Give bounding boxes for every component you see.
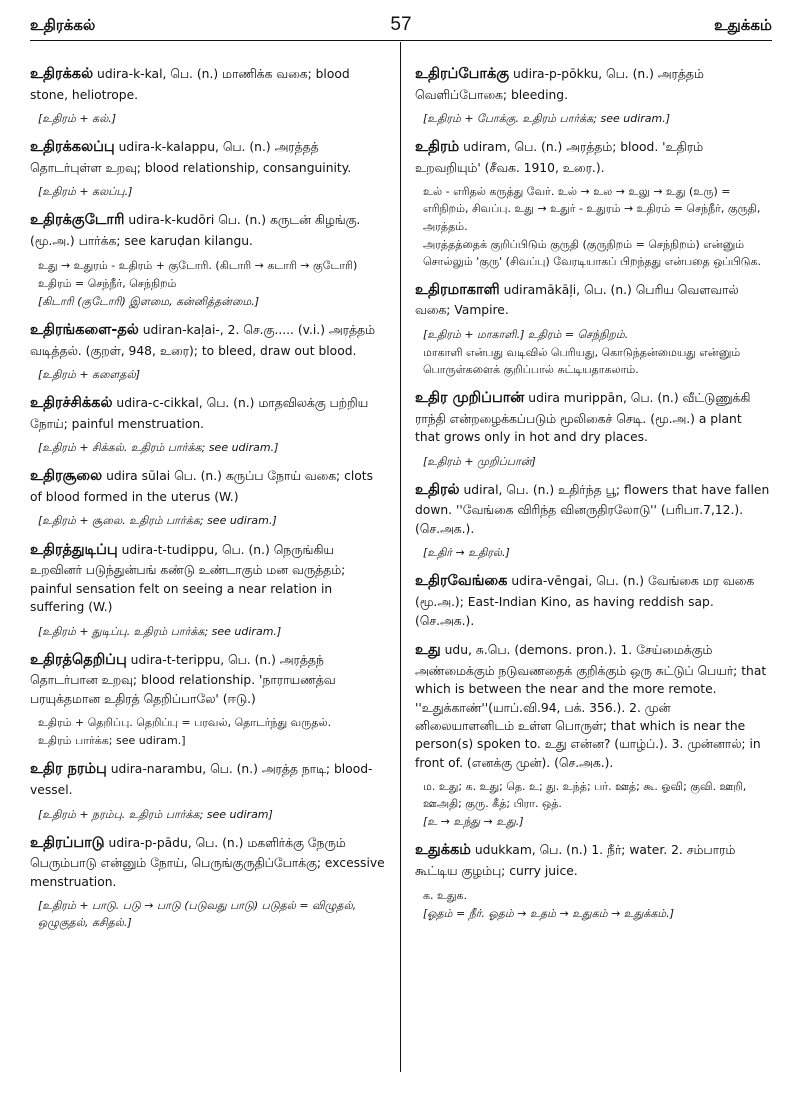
- headword: உதிரச்சிக்கல்: [30, 395, 113, 412]
- entry: [415, 640, 770, 831]
- etymology-line: [உ → உந்து → உது.]: [423, 815, 524, 829]
- etymology: [38, 366, 385, 383]
- entry: [30, 540, 385, 640]
- entry: [30, 759, 385, 822]
- etymology: [38, 806, 385, 823]
- entry-body: udira-p-pōkku, பெ. (n.) அரத்தம் வெளிப்போகை; bleeding.: [415, 67, 704, 102]
- headword: உதிரல்: [415, 481, 460, 498]
- entry: [30, 137, 385, 200]
- entry-body: udira murippān, பெ. (n.) வீட்டுணுக்கி ராந்தி என்றழைக்கப்படும் மூலிகைச் செடி. (மூ.அ.) a plant that grows only in hot and dry places.: [415, 390, 751, 445]
- entry-body: udira-k-kudōri பெ. (n.) கருடன் கிழங்கு. (மூ.அ.) பார்க்க; see karuḍan kilangu.: [30, 213, 361, 249]
- entry: [415, 480, 770, 562]
- entry-body: udira-k-kal, பெ. (n.) மாணிக்க வகை; blood stone, heliotrope.: [30, 67, 350, 102]
- entry-body: udira-k-kalappu, பெ. (n.) அரத்தத் தொடர்புள்ள உறவு; blood relationship, consanguinity.: [30, 140, 352, 175]
- etymology-line: [கிடாரி (குடோரி) இளமை, கன்னித்தன்மை.]: [38, 294, 260, 308]
- entry: [415, 137, 770, 269]
- entry: [415, 64, 770, 127]
- etymology-line: உதிரம் + தெறிப்பு. தெறிப்பு = பரவல், தொடர்ந்து வருதல்.: [38, 716, 332, 730]
- etymology: [38, 623, 385, 640]
- entry-body: udira-p-pādu, பெ. (n.) மகளிர்க்கு நேரும் பெரும்பாடு என்னும் நோய், பெருங்குருதிப்போக்கு; excessive menstruation.: [30, 835, 385, 889]
- entry-body: udiramākāļi, பெ. (n.) பெரிய வௌவால் வகை; Vampire.: [415, 282, 739, 318]
- entry-body: udu, சு.பெ. (demons. pron.). 1. சேய்மைக்கும் அண்மைக்கும் நடுவணதைக் குறிக்கும் ஒரு சுட்டுப் பெயர்; that which is between the near and the more remote. ''உதுக்காண்''(யாப்.வி.94, பக். 356.). 2. முன் னிலையாளனிடம் உள்ள பொருள்; that which is near the person(s) spoken to. உது என்ன? (யாழ்ப்.). 3. முன்னால்; in front of. (எனக்கு முன்). (செ.அக.).: [415, 642, 767, 770]
- headword: உதிரமாகாளி: [415, 281, 500, 298]
- left-guide-word: உதிரக்கல்: [30, 16, 96, 34]
- etymology-line: மாகாளி என்பது வடிவில் பெரியது, கொடுந்தன்மையது என்னும் பொருள்களைக் குறிப்பால் சுட்டியதாகலாம்.: [423, 345, 741, 376]
- entry: [30, 393, 385, 456]
- entry: [30, 210, 385, 309]
- etymology: [423, 453, 770, 470]
- headword: உது: [415, 641, 441, 658]
- headword: உதிர நரம்பு: [30, 761, 107, 778]
- etymology-line: உதிரம் = செந்நீர், செந்நிறம்: [38, 276, 177, 290]
- entry-body: udira-vēngai, பெ. (n.) வேங்கை மர வகை (மூ.அ.); East-Indian Kino, as having reddish sap. (செ.அக.).: [415, 574, 755, 628]
- etymology-line: [உதிரம் + நரம்பு. உதிரம் பார்க்க; see udiram]: [38, 807, 273, 821]
- headword: உதுக்கம்: [415, 842, 471, 859]
- entry: [30, 650, 385, 750]
- etymology: [38, 257, 385, 310]
- column-divider: [400, 42, 401, 1072]
- entry: [415, 280, 770, 378]
- right-guide-word: உதுக்கம்: [714, 16, 772, 34]
- header-rule: [30, 40, 772, 41]
- entry: [415, 571, 770, 630]
- entry: [415, 388, 770, 470]
- etymology: [38, 110, 385, 127]
- etymology: [38, 897, 385, 931]
- entry: [30, 320, 385, 383]
- etymology: [423, 778, 770, 830]
- headword: உதிரக்கல்: [30, 66, 94, 82]
- page-header: [30, 14, 772, 42]
- entry-body: udukkam, பெ. (n.) 1. நீர்; water. 2. சம்பாரம் கூட்டிய குழம்பு; curry juice.: [415, 843, 736, 879]
- entry-body: udira-narambu, பெ. (n.) அரத்த நாடி; blood-vessel.: [30, 762, 373, 798]
- left-column: [30, 64, 385, 941]
- etymology-line: உதிரம் பார்க்க; see udiram.]: [38, 734, 186, 748]
- etymology-line: [உதிரம் + மாகாளி.] உதிரம் = செந்நிறம்.: [423, 327, 629, 341]
- entry: [415, 840, 770, 921]
- entry-body: udiram, பெ. (n.) அரத்தம்; blood. 'உதிரம் உறவறியும்' (சீவக. 1910, உரை.).: [415, 140, 703, 175]
- entry-body: udira-t-terippu, பெ. (n.) அரத்தந் தொடர்பான உறவு; blood relationship. 'நாராயணத்வ பரயுக்தமான உதிரத் தெறிப்பாலே' (ஈடு.): [30, 652, 336, 706]
- etymology: [423, 887, 770, 922]
- page-number: 57: [390, 14, 412, 35]
- etymology-line: ம. உது; க. உது; தெ. உ; து. உந்த்; பர். ஊத்; கூ. ஓவி; குவி. ஊறி, ஊஅதி; குரு. கீத்; பிரா. ஒத்.: [423, 780, 747, 811]
- etymology-line: க. உதுக.: [423, 888, 468, 902]
- etymology: [38, 714, 385, 749]
- etymology: [423, 544, 770, 561]
- two-column-body: [30, 64, 772, 941]
- headword: உதிர முறிப்பான்: [415, 389, 525, 406]
- headword: உதிரசூலை: [30, 468, 103, 485]
- etymology-line: [உதிரம் + கல்.]: [38, 112, 116, 126]
- entry-body: udiran-kaļai-, 2. செ.கு..... (v.i.) அரத்தம் வடித்தல். (குறள், 948, உரை); to bleed, draw out blood.: [30, 322, 375, 358]
- etymology-line: [ஓதம் = நீர். ஓதம் → உதம் → உதுகம் → உதுக்கம்.]: [423, 906, 675, 920]
- etymology: [423, 183, 770, 269]
- headword: உதிரக்குடோரி: [30, 212, 125, 229]
- entry: [30, 64, 385, 127]
- etymology-line: [உதிர் → உதிரல்.]: [423, 546, 510, 560]
- etymology: [423, 326, 770, 378]
- etymology-line: [உதிரம் + பாடு. படு → பாடு (படுவது பாடு) படுதல் = விழுதல், ஒழுகுதல், கசிதல்.]: [38, 899, 357, 930]
- etymology-line: [உதிரம் + களைதல்]: [38, 367, 140, 381]
- entry-body: udira-c-cikkal, பெ. (n.) மாதவிலக்கு பற்றிய நோய்; painful menstruation.: [30, 396, 369, 431]
- entry-body: udira sūlai பெ. (n.) கருப்ப நோய் வகை; clots of blood formed in the uterus (W.): [30, 469, 374, 505]
- headword: உதிரப்போக்கு: [415, 66, 510, 82]
- headword: உதிரவேங்கை: [415, 573, 508, 590]
- etymology-line: [உதிரம் + சிக்கல். உதிரம் பார்க்க; see udiram.]: [38, 441, 279, 455]
- etymology: [423, 110, 770, 127]
- headword: உதிரங்களை-தல்: [30, 321, 139, 338]
- etymology: [38, 512, 385, 529]
- entry: [30, 833, 385, 932]
- etymology-line: அரத்தத்தைக் குறிப்பிடும் குருதி (குருநிறம் = செந்நிறம்) என்னும் சொல்லும் 'குரு' (சிவப்பு) வேரடியாகப் பிறந்தது என்பதை ஒப்பிடுக.: [423, 237, 761, 268]
- etymology-line: உது → உதுரம் - உதிரம் + குடோரி. (கிடாரி → கடாரி → குடோரி): [38, 258, 358, 272]
- entry: [30, 466, 385, 529]
- etymology-line: [உதிரம் + போக்கு. உதிரம் பார்க்க; see udiram.]: [423, 112, 671, 126]
- headword: உதிரத்துடிப்பு: [30, 541, 118, 558]
- headword: உதிரத்தெறிப்பு: [30, 651, 127, 668]
- headword: உதிரக்கலப்பு: [30, 139, 115, 156]
- etymology: [38, 183, 385, 200]
- right-column: [415, 64, 770, 941]
- etymology-line: [உதிரம் + கலப்பு.]: [38, 185, 133, 199]
- etymology-line: [உதிரம் + சூலை. உதிரம் பார்க்க; see udiram.]: [38, 514, 277, 528]
- entry-body: udira-t-tudippu, பெ. (n.) நெருங்கிய உறவினர் படுந்துன்பங் கண்டு உண்டாகும் மன வருத்தம்; painful sensation felt on seeing a near relation in suffering (W.): [30, 542, 346, 615]
- etymology-line: [உதிரம் + துடிப்பு. உதிரம் பார்க்க; see udiram.]: [38, 624, 282, 638]
- etymology-line: உல் - எரிதல் கருத்து வேர். உல் → உல → உலு → உது (உரு) = எரிநிறம், சிவப்பு. உது → உதுர் - உதுரம் → உதிரம் = செந்நீர், குருதி, அரத்தம்.: [423, 185, 761, 233]
- entry-body: udiral, பெ. (n.) உதிர்ந்த பூ; flowers that have fallen down. ''வேங்கை விரிந்த வினருதிரலோடு'' (பரிபா.7,12.). (செ.அக.).: [415, 482, 770, 536]
- headword: உதிரப்பாடு: [30, 834, 105, 851]
- headword: உதிரம்: [415, 139, 460, 156]
- etymology-line: [உதிரம் + முறிப்பான்]: [423, 454, 536, 468]
- etymology: [38, 439, 385, 456]
